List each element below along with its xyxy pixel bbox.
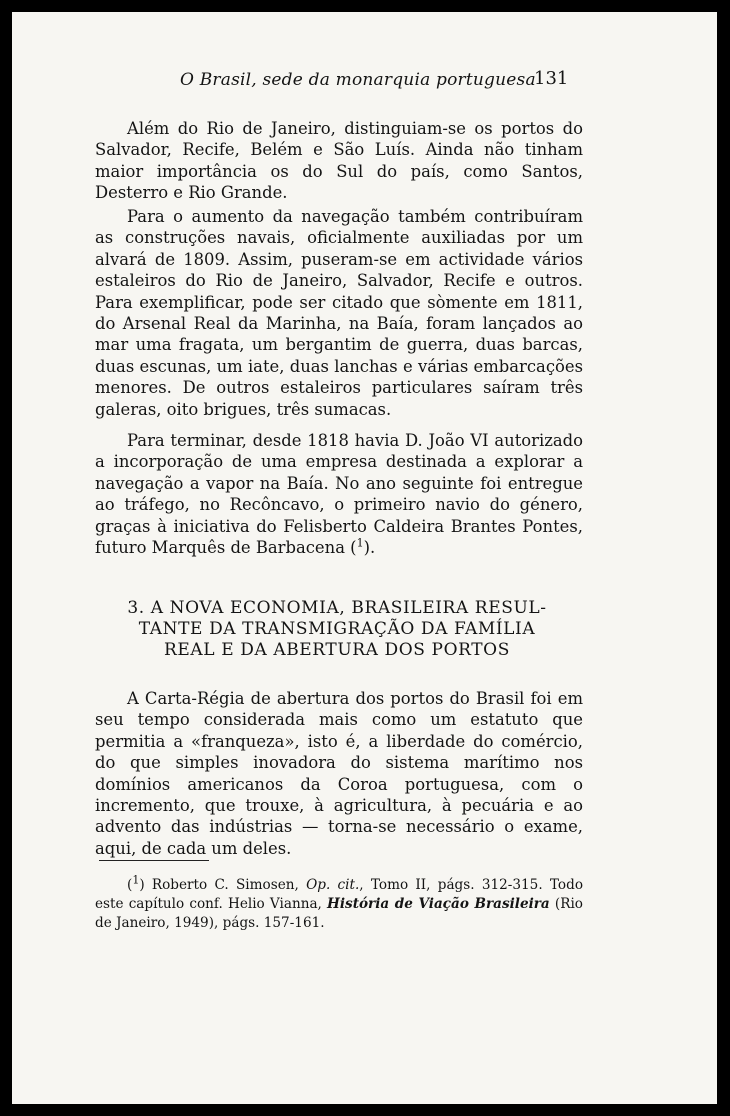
- footnote-reference: 1: [356, 536, 364, 550]
- paragraph-text: Além do Rio de Janeiro, distinguiam-se os portos do Salvador, Recife, Belém e São Luís. Ainda não tinham maior importância os do Sul do país, como Santos, Desterro e Rio Grande.: [95, 119, 583, 203]
- footnote-marker: 1: [132, 873, 140, 887]
- footnote-divider: [99, 860, 209, 861]
- footnote-part: Roberto C. Simosen,: [151, 877, 307, 893]
- footnote: [95, 873, 583, 933]
- paragraph-text: [95, 430, 583, 558]
- footnote-op-cit: Op. cit.: [306, 877, 360, 893]
- book-page: [12, 12, 717, 1104]
- paragraph-shipbuilding: [95, 206, 583, 420]
- footnote-book-title: História de Viação Brasileira: [327, 896, 550, 912]
- section-heading-line: TANTE DA TRANSMIGRAÇÃO DA FAMÍLIA: [138, 619, 536, 639]
- section-heading: [102, 598, 572, 661]
- paragraph-text-end: ).: [363, 538, 376, 558]
- footnote-part: , Tomo II, págs. 312-315. Todo este capítulo conf. Helio Vianna,: [95, 877, 583, 912]
- paragraph-text: A Carta-Régia de abertura dos portos do Brasil foi em seu tempo considerada mais como um estatuto que permitia a «franqueza», isto é, a liberdade do comércio, do que simples inovadora do sistema marítimo nos domínios americanos da Coroa portuguesa, com o incremento, que trouxe, à agricultura, à pecuária e ao advento das indústrias — torna-se necessário o exame, aqui, de cada um deles.: [95, 689, 583, 858]
- footnote-part: (Rio de Janeiro, 1949), págs. 157-161.: [95, 896, 583, 931]
- paragraph-steam-navigation: [95, 430, 583, 558]
- paragraph-text: Para o aumento da navegação também contribuíram as construções navais, oficialmente auxiliadas por um alvará de 1809. Assim, puseram-se em actividade vários estaleiros do Rio de Janeiro, Salvador, Recife e outros. Para exemplificar, pode ser citado que sòmente em 1811, do Arsenal Real da Marinha, na Baía, foram lançados ao mar uma fragata, um bergantim de guerra, duas barcas, duas escunas, um iate, duas lanchas e várias embarcações menores. De outros estaleiros particulares saíram três galeras, oito brigues, três sumacas.: [95, 207, 583, 419]
- section-heading-line: REAL E DA ABERTURA DOS PORTOS: [164, 640, 510, 660]
- running-title: O Brasil, sede da monarquia portuguesa: [180, 70, 536, 90]
- paragraph-text-main: Para terminar, desde 1818 havia D. João VI autorizado a incorporação de uma empresa destinada a explorar a navegação a vapor na Baía. No ano seguinte foi entregue ao tráfego, no Recôncavo, o primeiro navio do género, graças à iniciativa do Felisberto Caldeira Brantes Pontes, futuro Marquês de Barbacena (: [95, 431, 583, 558]
- section-heading-line: 3. A NOVA ECONOMIA, BRASILEIRA RESUL-: [127, 598, 547, 618]
- footnote-text: ($^1$) Roberto C. Simosen, Op. cit., Tomo II, págs. 312-315. Todo este capítulo conf. Helio Vianna, História de Viação Brasileira (Rio de Janeiro, 1949), págs. 157-161.: [95, 873, 583, 931]
- paragraph-carta-regia: [95, 688, 583, 859]
- paragraph-ports: [95, 118, 583, 204]
- page-number: 131: [534, 68, 569, 89]
